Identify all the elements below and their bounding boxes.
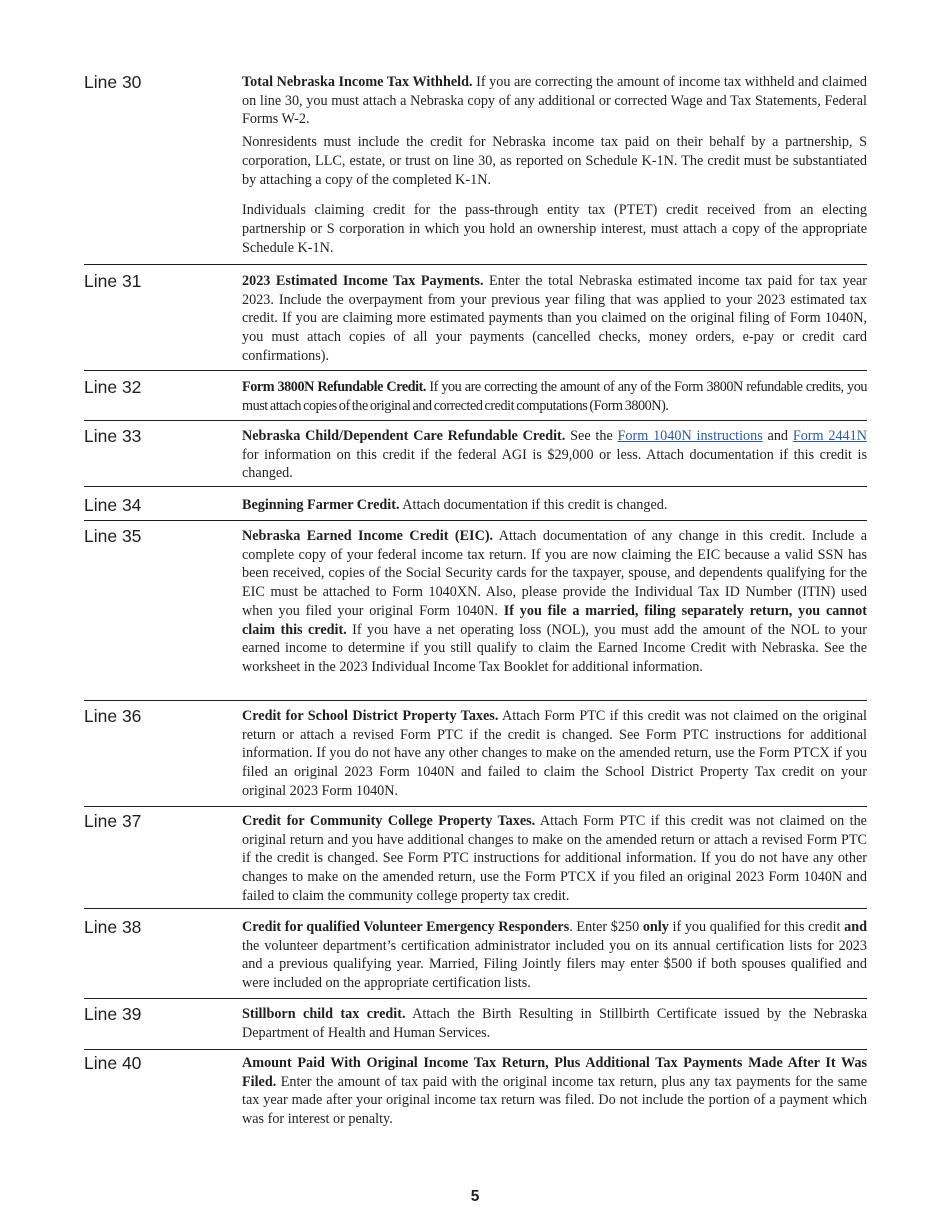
emphasis-and: and: [844, 919, 867, 935]
line-text: Enter the amount of tax paid with the original income tax return, plus any tax payments for the same tax year made after your original income tax return was filed. Do not include the portion of a payment which was for interest or penalty.: [242, 1073, 867, 1128]
line-text: Attach Form PTC if this credit was not claimed on the original return or attach a revised Form PTC if the credit is changed. See Form PTC instructions for additional information. If you do not have any other changes to make on the amended return, use the Form PTCX if you filed an original 2023 Form 1040N and failed to claim the School District Property Tax credit on your original 2023 Form 1040N.: [242, 708, 867, 799]
line-title: Beginning Farmer Credit.: [242, 497, 400, 513]
form-2441n-link[interactable]: Form 2441N: [792, 428, 867, 444]
nonresident-paragraph: Nonresidents must include the credit for Nebraska income tax paid on their behalf by a partnership, S corporation, LLC, estate, or trust on line 30, as reported on Schedule K-1N. The credit must be substantiated by attaching a copy of the completed K-1N.: [242, 134, 867, 188]
line-32-body: [242, 378, 867, 415]
line-label: Line 31: [84, 271, 142, 291]
line-30-body: [242, 73, 867, 257]
line-label: Line 38: [84, 917, 142, 937]
emphasis-only: only: [642, 919, 669, 935]
divider: [84, 520, 867, 521]
line-label: Line 32: [84, 377, 142, 397]
line-label: Line 39: [84, 1004, 142, 1024]
line-text: and: [762, 428, 793, 444]
line-title: Total Nebraska Income Tax Withheld.: [242, 74, 473, 90]
line-label: Line 30: [84, 72, 142, 92]
line-text: If you are correcting the amount of any of the Form 3800N refundable credits, you must attach copies of the original and corrected credit computations (Form 3800N).: [242, 379, 867, 414]
line-label: Line 35: [84, 526, 142, 546]
line-title: Nebraska Child/Dependent Care Refundable Credit.: [242, 428, 566, 444]
line-text: Attach Form PTC if this credit was not claimed on the original return and you have additional changes to make on the amended return or attach a revised Form PTC if the credit is changed. See Form PTC instructions for additional information. If you do not have any other changes to make on the amended return, use the Form PTCX if you filed an original 2023 Form 1040N and failed to claim the community college property tax credit.: [242, 813, 867, 904]
line-title: Credit for Community College Property Taxes.: [242, 813, 536, 829]
line-text: Attach documentation of any change in this credit. Include a complete copy of your federal income tax return. If you are now claiming the EIC because a valid SSN has been received, copies of the Social Security cards for the taxpayer, spouse, and dependents qualifying for the EIC must be attached to Form 1040XN. Also, please provide the Individual Tax ID Number (ITIN) used when you filed your original Form 1040N.: [242, 528, 867, 619]
line-title: Nebraska Earned Income Credit (EIC).: [242, 528, 494, 544]
line-title: Stillborn child tax credit.: [242, 1006, 406, 1022]
married-filing-separately-warning: If you file a married, filing separately return, you cannot claim this credit.: [242, 602, 867, 638]
line-text: . Enter $250: [569, 919, 643, 935]
line-36-body: [242, 707, 867, 801]
divider: [84, 806, 867, 807]
divider: [84, 486, 867, 487]
line-38-body: [242, 918, 867, 993]
line-33-body: [242, 427, 867, 483]
line-label: Line 36: [84, 706, 142, 726]
line-title: Amount Paid With Original Income Tax Return, Plus Additional Tax Payments Made After It Was Filed.: [242, 1055, 867, 1090]
line-title: 2023 Estimated Income Tax Payments.: [242, 273, 484, 289]
line-title: Credit for School District Property Taxes.: [242, 708, 499, 724]
line-text: If you are correcting the amount of income tax withheld and claimed on line 30, you must attach a Nebraska copy of any additional or corrected Wage and Tax Statements, Federal Forms W-2.: [242, 74, 867, 128]
line-text: Enter the total Nebraska estimated income tax paid for tax year 2023. Include the overpayment from your previous year filing that was applied to your 2023 estimated tax credit. If you are claiming more estimated payments than you claimed on the original filing of Form 1040N, you must attach copies of all your payments (cancelled checks, money orders, e-pay or credit card confirmations).: [242, 273, 868, 364]
line-text: for information on this credit if the federal AGI is $29,000 or less. Attach documentation if this credit is changed.: [242, 446, 867, 482]
page-number: 5: [470, 1188, 480, 1205]
divider: [84, 370, 867, 371]
line-34-body: [242, 496, 867, 515]
line-text: Attach documentation if this credit is changed.: [399, 497, 668, 513]
line-31-body: [242, 272, 867, 366]
divider: [84, 998, 867, 999]
line-label: Line 33: [84, 426, 142, 446]
divider: [84, 908, 867, 909]
line-35-body: [242, 527, 867, 677]
line-text: If you have a net operating loss (NOL), you must add the amount of the NOL to your earned income to determine if you still qualify to claim the Earned Income Credit with Nebraska. See the worksheet in the 2023 Individual Income Tax Booklet for additional information.: [242, 621, 867, 675]
divider: [84, 264, 867, 265]
line-text: the volunteer department’s certification administrator included you on its annual certification lists for 2023 and a previous qualifying year. Married, Filing Jointly filers may enter $500 if both spouses qualified and were included on the appropriate certification lists.: [242, 937, 867, 992]
form-1040n-instructions-link[interactable]: Form 1040N instructions: [617, 428, 763, 444]
line-40-body: [242, 1054, 867, 1129]
line-label: Line 40: [84, 1053, 142, 1073]
line-37-body: [242, 812, 867, 906]
divider: [84, 700, 867, 701]
line-title: Form 3800N Refundable Credit.: [242, 379, 426, 395]
line-label: Line 37: [84, 811, 142, 831]
line-text: Attach the Birth Resulting in Stillbirth Certificate issued by the Nebraska Department of Health and Human Services.: [242, 1006, 867, 1041]
divider: [84, 420, 867, 421]
ptet-paragraph: Individuals claiming credit for the pass-through entity tax (PTET) credit received from an electing partnership or S corporation in which you hold an ownership interest, must attach a copy of the appropriate Schedule K-1N.: [242, 202, 867, 256]
line-title: Credit for qualified Volunteer Emergency Responders: [242, 919, 570, 935]
line-39-body: [242, 1005, 867, 1042]
line-label: Line 34: [84, 495, 142, 515]
line-text: See the: [565, 428, 618, 444]
line-text: if you qualified for this credit: [668, 919, 845, 935]
divider: [84, 1049, 867, 1050]
